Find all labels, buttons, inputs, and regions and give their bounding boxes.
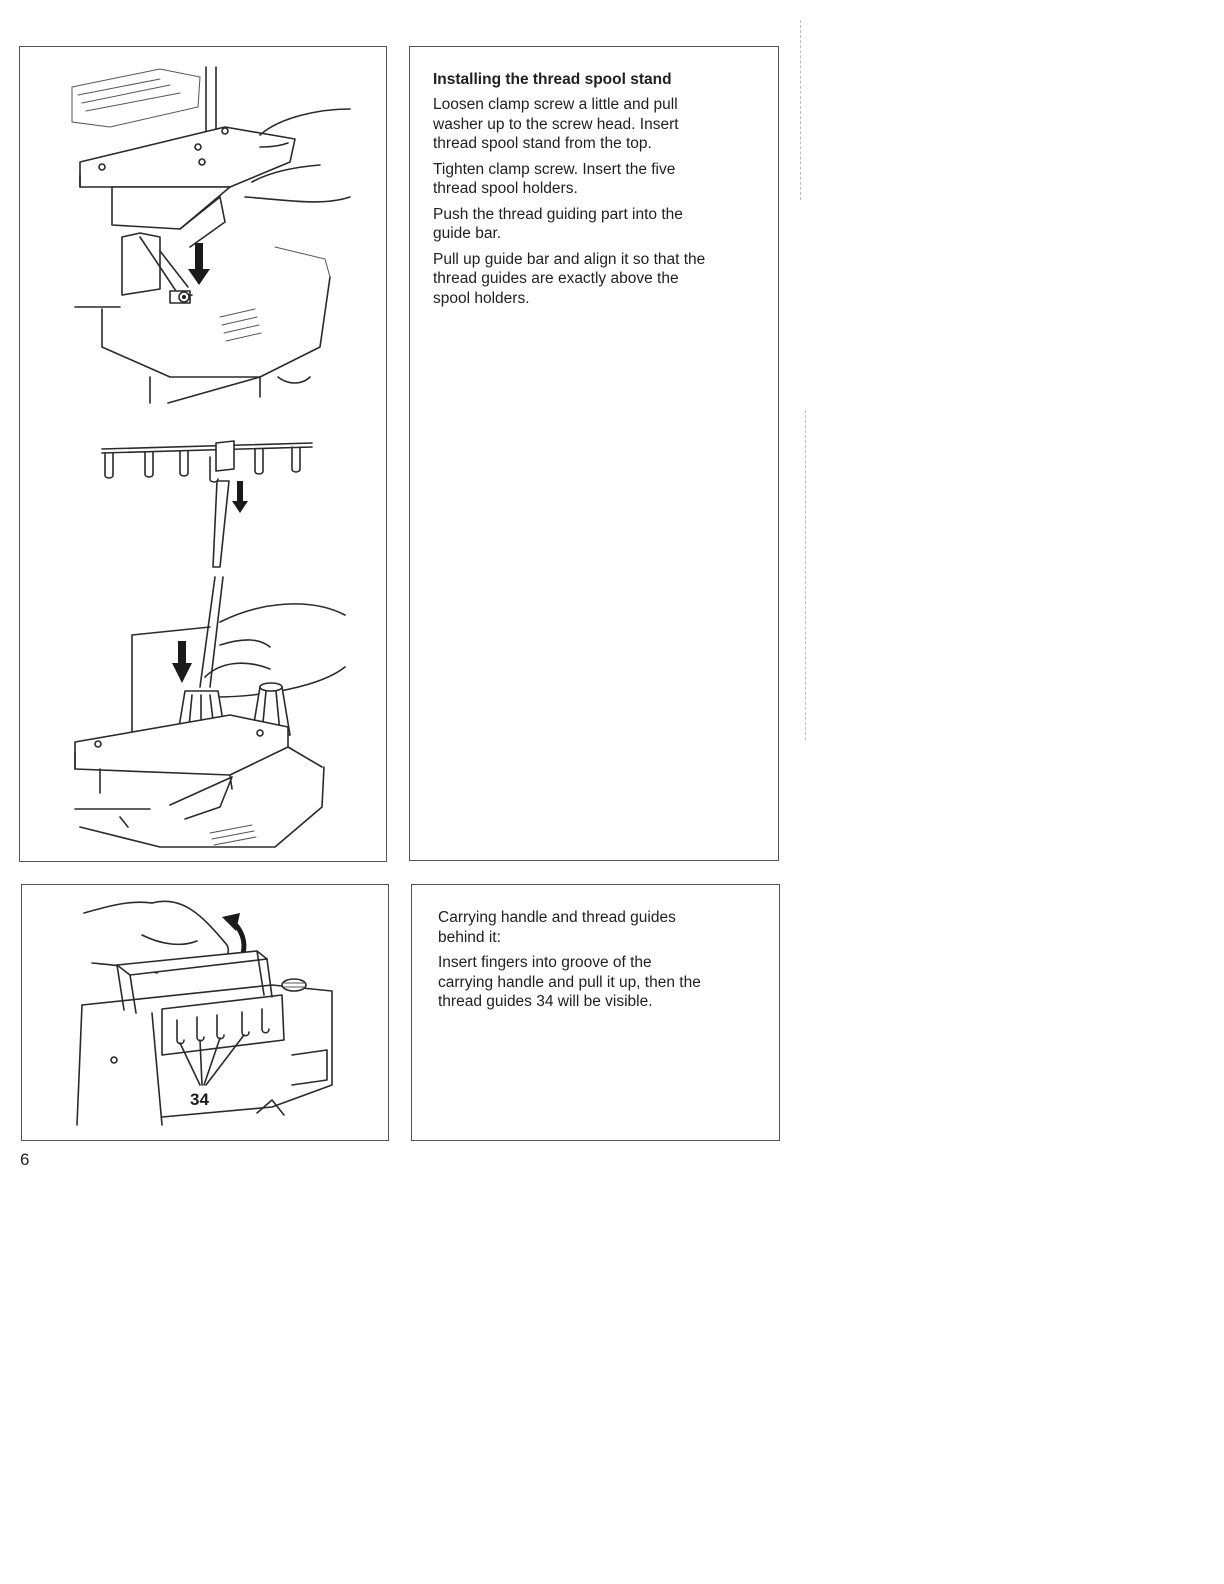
instruction-paragraph: Carrying handle and thread guides behind it: (438, 909, 676, 946)
instruction-paragraph: Tighten clamp screw. Insert the five thread spool holders. (433, 160, 676, 197)
thread-guide-bar-drawing (102, 441, 312, 567)
illustration-panel-carrying-handle (21, 884, 389, 1141)
instructions-spool-stand (433, 70, 753, 314)
spool-stand-illustration (20, 47, 386, 861)
instruction-paragraph: Push the thread guiding part into the guide bar. (433, 205, 683, 242)
illustration-panel-spool-stand (19, 46, 387, 862)
spool-holder-drawing (75, 577, 345, 847)
section-heading: Installing the thread spool stand (433, 71, 672, 88)
instruction-paragraph: Loosen clamp screw a little and pull washer up to the screw head. Insert thread spool stand from the top. (433, 96, 679, 152)
thread-guides-callout: 34 (190, 1090, 209, 1109)
clamp-plate-drawing (72, 67, 350, 403)
instruction-paragraph: Insert fingers into groove of the carrying handle and pull it up, then the thread guides 34 will be visible. (438, 954, 701, 1010)
scan-edge-mark (805, 410, 806, 740)
scan-edge-mark (800, 20, 801, 200)
instructions-carrying-handle (438, 908, 758, 1018)
instruction-paragraph: Pull up guide bar and align it so that the thread guides are exactly above the spool holders. (433, 250, 706, 307)
page-number: 6 (20, 1150, 30, 1169)
